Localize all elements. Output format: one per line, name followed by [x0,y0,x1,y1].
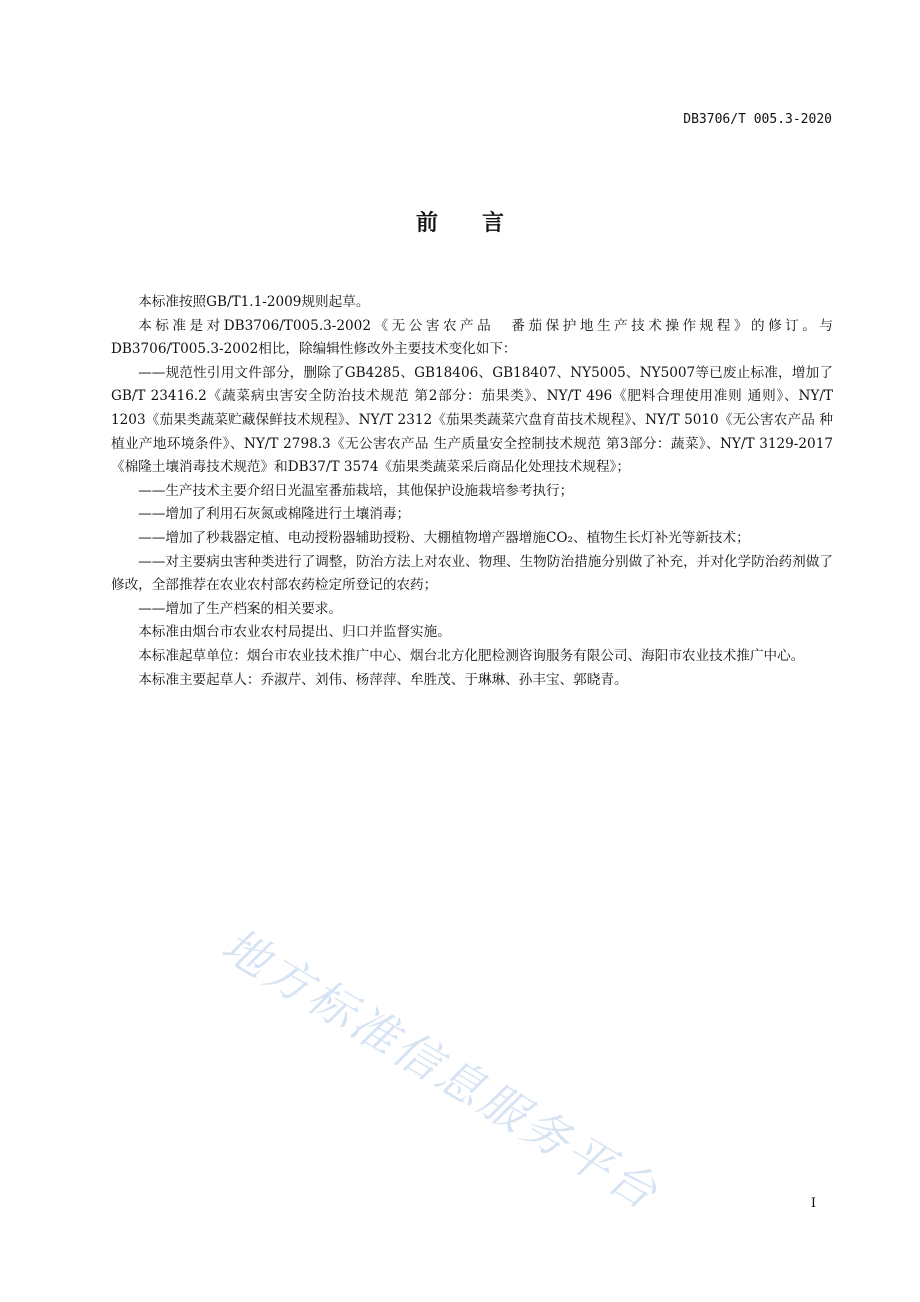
paragraph-change-production-tech: ——生产技术主要介绍日光温室番茄栽培，其他保护设施栽培参考执行； [138,482,574,499]
watermark-text: 地方标准信息服务平台 [212,917,669,1222]
paragraph-revision-note: 本标准是对DB3706/T005.3-2002《无公害农产品 番茄保护地生产技术操作规程》的修订。与DB3706/T005.3-2002相比，除编辑性修改外主要技术变化如下： [111,317,833,358]
document-body [111,291,833,692]
paragraph-change-production-records: ——增加了生产档案的相关要求。 [138,600,343,617]
paragraph-drafters: 本标准主要起草人：乔淑芹、刘伟、杨萍萍、牟胜茂、于琳琳、孙丰宝、郭晓青。 [138,671,628,688]
paragraph-drafting-units: 本标准起草单位：烟台市农业技术推广中心、烟台北方化肥检测咨询服务有限公司、海阳市农业技术推广中心。 [138,647,805,664]
paragraph-drafting-rule: 本标准按照GB/T1.1-2009规则起草。 [138,294,370,310]
paragraph-proposer: 本标准由烟台市农业农村局提出、归口并监督实施。 [138,624,451,641]
paragraph-change-references: ——规范性引用文件部分，删除了GB4285、GB18406、GB18407、NY5005、NY5007等已废止标准，增加了GB/T 23416.2《蔬菜病虫害安全防治技术规范 第2部分：茄果类》、NY/T 496《肥料合理使用准则 通则》、NY/T 1203《茄果类蔬菜贮藏保鲜技术规程》、NY/T 2312《茄果类蔬菜穴盘育苗技术规程》、NY/T 5010《无公害农产品 种植业产地环境条件》、NY/T 2798.3《无公害农产品 生产质量安全控制技术规范 第3部分：蔬菜》、NY/T 3129-2017《棉隆土壤消毒技术规范》和DB37/T 3574《茄果类蔬菜采后商品化处理技术规程》； [111,364,833,476]
paragraph-change-soil-disinfection: ——增加了利用石灰氮或棉隆进行土壤消毒； [138,506,411,523]
paragraph-change-pest-control: ——对主要病虫害种类进行了调整，防治方法上对农业、物理、生物防治措施分别做了补充，并对化学防治药剂做了修改，全部推荐在农业农村部农药检定所登记的农药； [111,553,833,594]
paragraph-change-new-technology: ——增加了秒栽器定植、电动授粉器辅助授粉、大棚植物增产器增施CO₂、植物生长灯补光等新技术； [138,529,750,546]
page-number: I [810,1196,816,1211]
page-title: 前言 [415,211,548,236]
document-code: DB3706/T 005.3-2020 [683,112,832,127]
